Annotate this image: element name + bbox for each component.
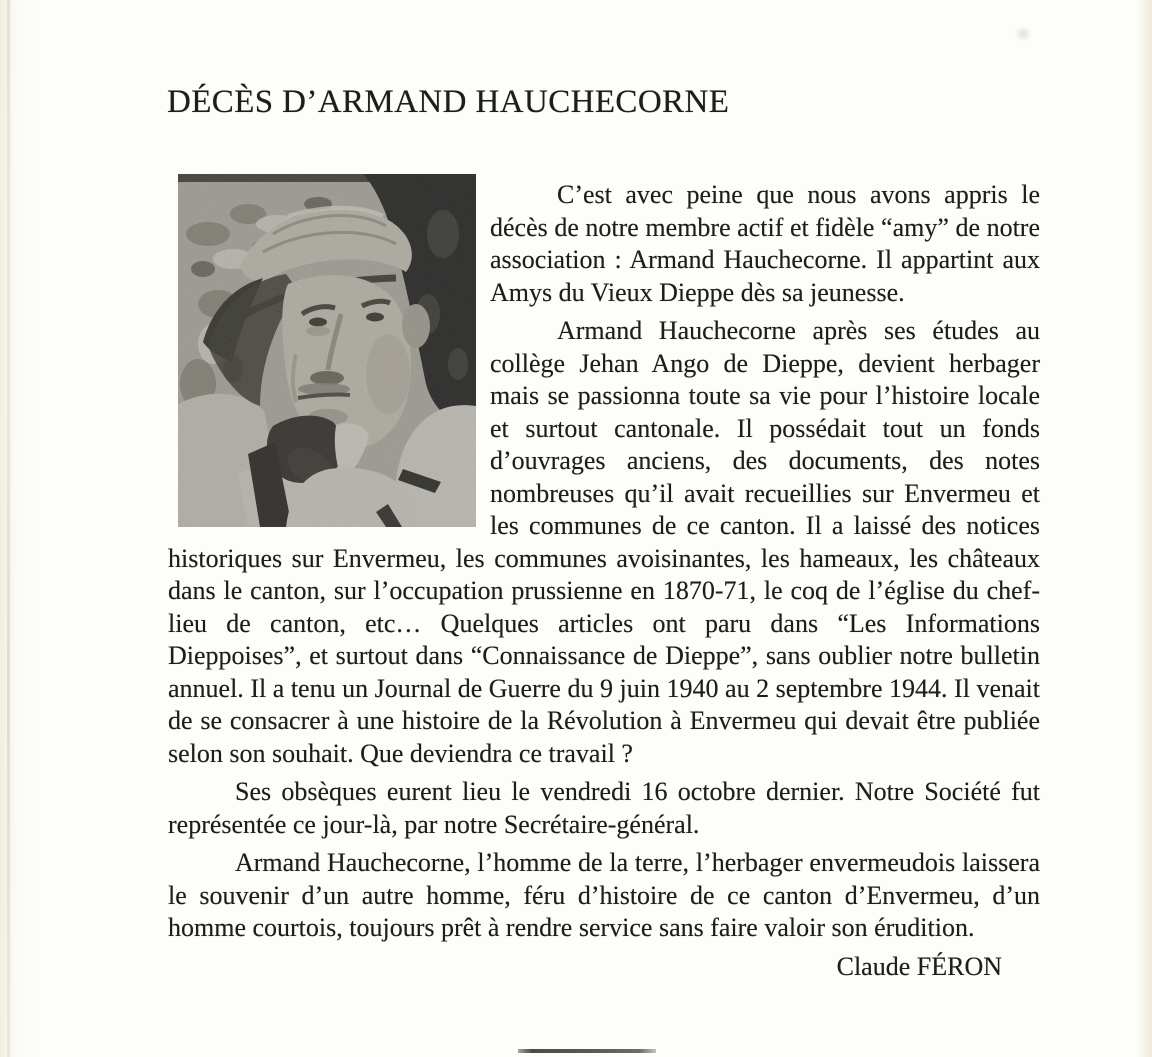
paragraph-biography: Armand Hauchecorne après ses études au collège Jehan Ango de Dieppe, devient herbager mais se passionna toute sa vie pour l’histoire locale et surtout cantonale. Il possédait tout un fonds d’ouvrages anciens, des documents, des notes nombreuses qu’il avait recueillies sur Envermeu et les communes de ce canton. Il a laissé des notices historiques sur Envermeu, les communes avoisinantes, les hameaux, les châteaux dans le canton, sur l’occupation prussienne en 1870-71, le coq de l’église du chef-lieu de canton, etc… Quelques articles ont paru dans “Les Informations Dieppoises”, et surtout dans “Connaissance de Dieppe”, sans oublier notre bulletin annuel. Il a tenu un Journal de Guerre du 9 juin 1940 au 2 septembre 1944. Il venait de se consacrer à une histoire de la Révolution à Envermeu qui devait être publiée selon son souhait. Que deviendra ce travail ? bbox=[168, 316, 1040, 768]
scan-speck bbox=[1014, 26, 1032, 42]
paragraph-funeral: Ses obsèques eurent lieu le vendredi 16 octobre dernier. Notre Société fut représentée ce jour-là, par notre Secrétaire-général. bbox=[168, 777, 1040, 839]
author-signature: Claude FÉRON bbox=[836, 951, 1002, 981]
cropped-footer-box-edge bbox=[518, 1049, 656, 1053]
paragraph-intro: C’est avec peine que nous avons appris le décès de notre membre actif et fidèle “amy” de notre association : Armand Hauchecorne. Il appartint aux Amys du Vieux Dieppe dès sa jeunesse. bbox=[490, 180, 1040, 307]
photo-text-wrap-spacer bbox=[168, 179, 490, 525]
paragraph-tribute: Armand Hauchecorne, l’homme de la terre, l’herbager envermeudois laissera le souvenir d’un autre homme, féru d’histoire de ce canton d’Envermeu, d’un homme courtois, toujours prêt à rendre service sans faire valoir son érudition. bbox=[168, 848, 1040, 942]
obituary-article bbox=[168, 179, 1040, 983]
scan-edge-artifact-left bbox=[7, 0, 10, 1057]
page-title: DÉCÈS D’ARMAND HAUCHECORNE bbox=[167, 84, 730, 120]
